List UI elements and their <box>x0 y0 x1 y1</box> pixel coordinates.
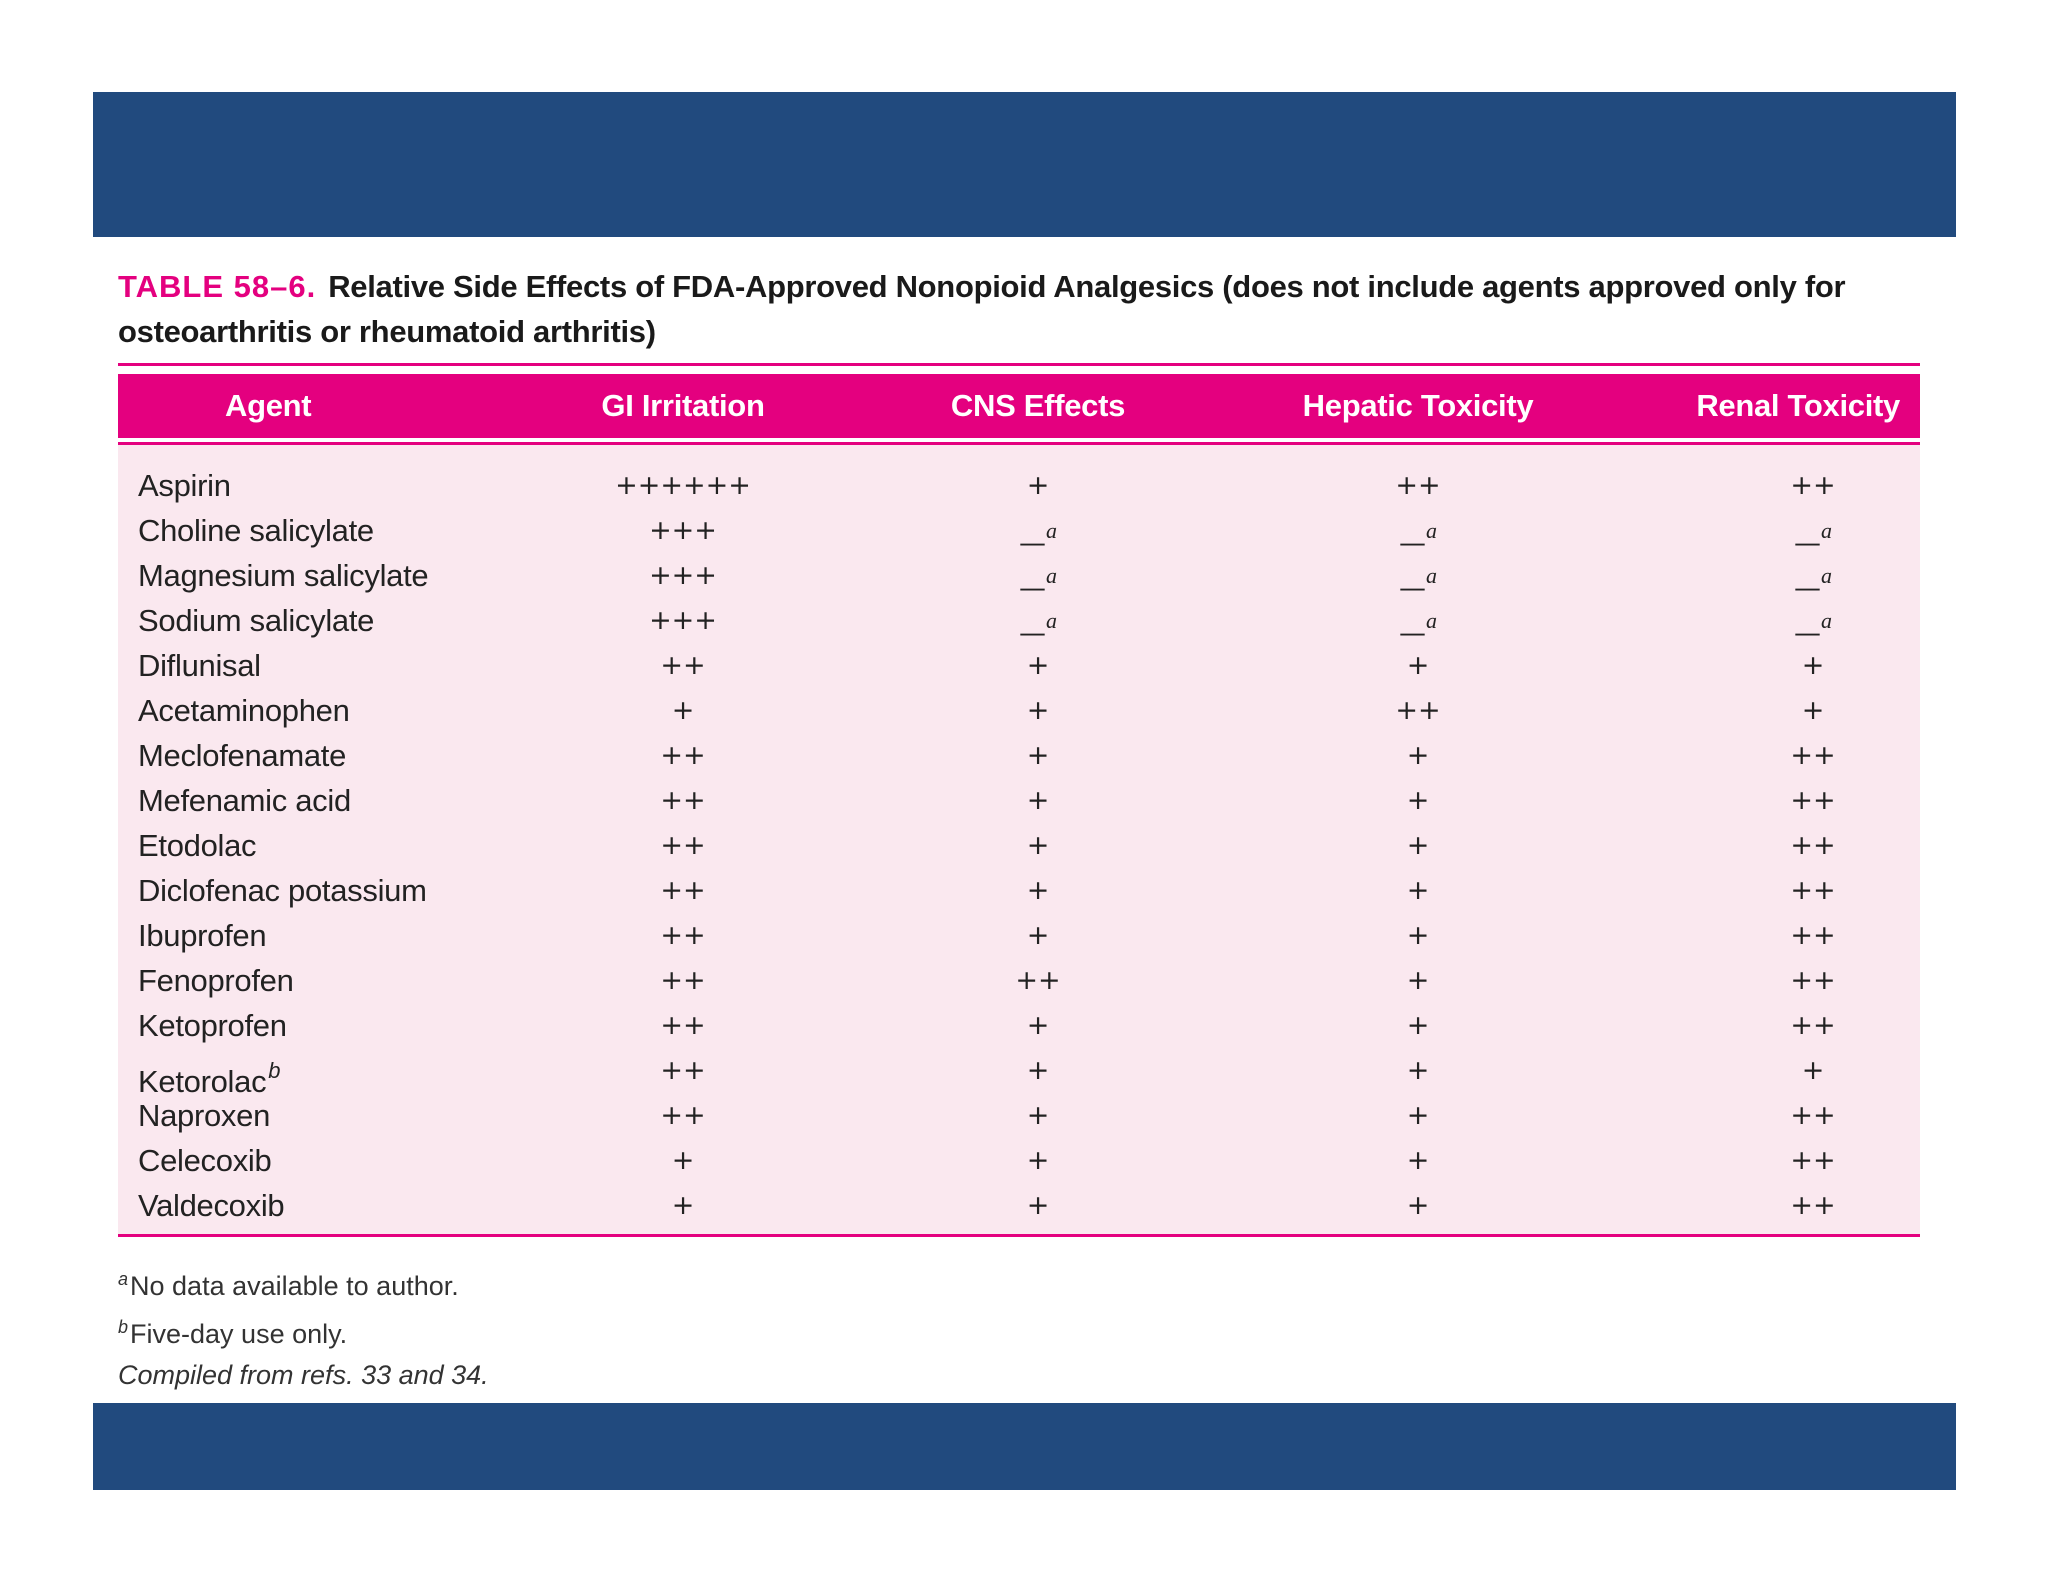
renal-value: + <box>1801 650 1825 681</box>
table-caption <box>118 264 1918 354</box>
no-data-dash: — <box>1794 618 1821 649</box>
hep-value: + <box>1406 830 1430 861</box>
cns-value: + <box>1026 1190 1050 1221</box>
agent-cell <box>138 823 256 868</box>
renal-value: ++ <box>1790 470 1836 501</box>
hep-value <box>1399 508 1437 559</box>
renal-value: ++ <box>1790 785 1836 816</box>
column-header-renal-toxicity: Renal Toxicity <box>1696 388 1900 423</box>
footnote-a-mark: a <box>118 1269 129 1289</box>
hep-value <box>1399 598 1437 649</box>
gi-value: + <box>671 695 695 726</box>
footnote-marker: a <box>1046 608 1057 633</box>
cns-value: + <box>1026 785 1050 816</box>
agent-name: Fenoprofen <box>138 963 294 998</box>
bottom-banner <box>93 1403 1956 1490</box>
agent-name: Sodium salicylate <box>138 603 375 638</box>
footnote-marker: a <box>1426 563 1437 588</box>
hep-value: + <box>1406 875 1430 906</box>
gi-value: ++ <box>660 740 706 771</box>
gi-value: +++ <box>649 515 717 546</box>
agent-cell <box>138 643 261 688</box>
table-row <box>118 688 1920 733</box>
column-header-agent: Agent <box>225 388 312 423</box>
agent-name: Acetaminophen <box>138 693 350 728</box>
column-header-hepatic-toxicity: Hepatic Toxicity <box>1302 388 1534 423</box>
agent-cell <box>138 868 427 913</box>
footnote-b <box>118 1307 1118 1355</box>
table-bottom-rule <box>118 1234 1920 1237</box>
renal-value: ++ <box>1790 965 1836 996</box>
table-row <box>118 868 1920 913</box>
agent-name: Ketoprofen <box>138 1008 287 1043</box>
cns-value <box>1019 508 1057 559</box>
column-header-gi-irritation: GI Irritation <box>601 388 765 423</box>
agent-cell <box>138 1093 270 1138</box>
hep-value: + <box>1406 1010 1430 1041</box>
table-row <box>118 1048 1920 1099</box>
footnote-marker: a <box>1821 563 1832 588</box>
footnote-b-mark: b <box>118 1317 129 1337</box>
table-row <box>118 823 1920 868</box>
cns-value: + <box>1026 920 1050 951</box>
table-row <box>118 913 1920 958</box>
agent-name: Choline salicylate <box>138 513 374 548</box>
footnote-marker: a <box>1426 608 1437 633</box>
footnote-marker: b <box>268 1058 281 1083</box>
agent-cell <box>138 778 351 823</box>
table-row <box>118 643 1920 688</box>
cns-value: + <box>1026 740 1050 771</box>
hep-value: ++ <box>1395 470 1441 501</box>
agent-name: Aspirin <box>138 468 231 503</box>
renal-value: ++ <box>1790 1190 1836 1221</box>
footnote-marker: a <box>1821 608 1832 633</box>
cns-value: + <box>1026 1055 1050 1086</box>
table-row <box>118 598 1920 649</box>
cns-value: + <box>1026 695 1050 726</box>
table-body <box>118 445 1920 1234</box>
table-row <box>118 1003 1920 1048</box>
renal-value: ++ <box>1790 875 1836 906</box>
cns-value: + <box>1026 1010 1050 1041</box>
gi-value: ++ <box>660 965 706 996</box>
renal-value <box>1794 553 1832 604</box>
hep-value: + <box>1406 920 1430 951</box>
cns-value: ++ <box>1015 965 1061 996</box>
cns-value: + <box>1026 650 1050 681</box>
slide <box>93 92 1956 1490</box>
hep-value: + <box>1406 785 1430 816</box>
footnote-a-text: No data available to author. <box>130 1271 459 1301</box>
gi-value: ++ <box>660 920 706 951</box>
agent-cell <box>138 733 346 778</box>
gi-value: ++ <box>660 650 706 681</box>
table-number: TABLE 58–6. <box>118 269 317 304</box>
table-row <box>118 958 1920 1003</box>
footnote-marker: a <box>1046 563 1057 588</box>
no-data-dash: — <box>1019 618 1046 649</box>
agent-name: Meclofenamate <box>138 738 347 773</box>
hep-value: + <box>1406 1145 1430 1176</box>
agent-name: Diflunisal <box>138 648 261 683</box>
gi-value: ++ <box>660 785 706 816</box>
no-data-dash: — <box>1399 573 1426 604</box>
footnote-a <box>118 1259 1118 1307</box>
renal-value: ++ <box>1790 1010 1836 1041</box>
agent-cell <box>138 463 231 508</box>
no-data-dash: — <box>1019 573 1046 604</box>
no-data-dash: — <box>1794 573 1821 604</box>
renal-value: + <box>1801 695 1825 726</box>
footnote-marker: a <box>1821 518 1832 543</box>
no-data-dash: — <box>1399 618 1426 649</box>
table-footnotes <box>118 1259 1118 1396</box>
renal-value <box>1794 508 1832 559</box>
no-data-dash: — <box>1019 528 1046 559</box>
renal-value <box>1794 598 1832 649</box>
agent-name: Ibuprofen <box>138 918 267 953</box>
column-header-cns-effects: CNS Effects <box>950 388 1126 423</box>
renal-value: ++ <box>1790 740 1836 771</box>
agent-cell <box>138 958 294 1003</box>
table-row <box>118 733 1920 778</box>
table-row <box>118 1138 1920 1183</box>
agent-name: Valdecoxib <box>138 1188 285 1223</box>
renal-value: ++ <box>1790 830 1836 861</box>
table-row <box>118 1183 1920 1228</box>
cns-value: + <box>1026 830 1050 861</box>
renal-value: + <box>1801 1055 1825 1086</box>
side-effects-table <box>118 363 1920 1237</box>
hep-value: + <box>1406 650 1430 681</box>
agent-cell <box>138 688 350 733</box>
cns-value: + <box>1026 1100 1050 1131</box>
gi-value: ++ <box>660 1055 706 1086</box>
table-header <box>118 374 1920 438</box>
gi-value: ++ <box>660 1100 706 1131</box>
hep-value: + <box>1406 740 1430 771</box>
top-banner <box>93 92 1956 237</box>
cns-value: + <box>1026 470 1050 501</box>
table-row <box>118 463 1920 508</box>
hep-value: + <box>1406 1100 1430 1131</box>
table-row <box>118 778 1920 823</box>
hep-value <box>1399 553 1437 604</box>
gi-value: +++ <box>649 560 717 591</box>
cns-value: + <box>1026 1145 1050 1176</box>
table-row <box>118 553 1920 604</box>
cns-value <box>1019 553 1057 604</box>
agent-name: Ketorolac <box>138 1064 267 1099</box>
source-note: Compiled from refs. 33 and 34. <box>118 1360 489 1390</box>
agent-cell <box>138 1048 281 1099</box>
table-title: Relative Side Effects of FDA-Approved Nonopioid Analgesics (does not include agents approved only for osteoarthritis or rheumatoid arthritis) <box>118 269 1846 349</box>
agent-name: Naproxen <box>138 1098 271 1133</box>
renal-value: ++ <box>1790 1145 1836 1176</box>
agent-cell <box>138 1003 287 1048</box>
gi-value: + <box>671 1145 695 1176</box>
hep-value: ++ <box>1395 695 1441 726</box>
agent-name: Celecoxib <box>138 1143 272 1178</box>
agent-cell <box>138 553 428 598</box>
table-row <box>118 1093 1920 1138</box>
agent-cell <box>138 1138 271 1183</box>
gi-value: + <box>671 1190 695 1221</box>
footnote-b-text: Five-day use only. <box>130 1319 348 1349</box>
cns-value <box>1019 598 1057 649</box>
gi-value: ++++++ <box>615 470 751 501</box>
agent-name: Mefenamic acid <box>138 783 351 818</box>
agent-cell <box>138 508 374 553</box>
footnote-marker: a <box>1046 518 1057 543</box>
agent-cell <box>138 598 374 643</box>
gi-value: +++ <box>649 605 717 636</box>
hep-value: + <box>1406 965 1430 996</box>
hep-value: + <box>1406 1055 1430 1086</box>
hep-value: + <box>1406 1190 1430 1221</box>
no-data-dash: — <box>1399 528 1426 559</box>
footnote-marker: a <box>1426 518 1437 543</box>
cns-value: + <box>1026 875 1050 906</box>
table-top-rule <box>118 363 1920 366</box>
agent-cell <box>138 1183 284 1228</box>
agent-name: Etodolac <box>138 828 257 863</box>
gi-value: ++ <box>660 875 706 906</box>
renal-value: ++ <box>1790 1100 1836 1131</box>
gi-value: ++ <box>660 830 706 861</box>
table-row <box>118 508 1920 559</box>
renal-value: ++ <box>1790 920 1836 951</box>
agent-cell <box>138 913 266 958</box>
agent-name: Magnesium salicylate <box>138 558 429 593</box>
agent-name: Diclofenac potassium <box>138 873 427 908</box>
gi-value: ++ <box>660 1010 706 1041</box>
no-data-dash: — <box>1794 528 1821 559</box>
